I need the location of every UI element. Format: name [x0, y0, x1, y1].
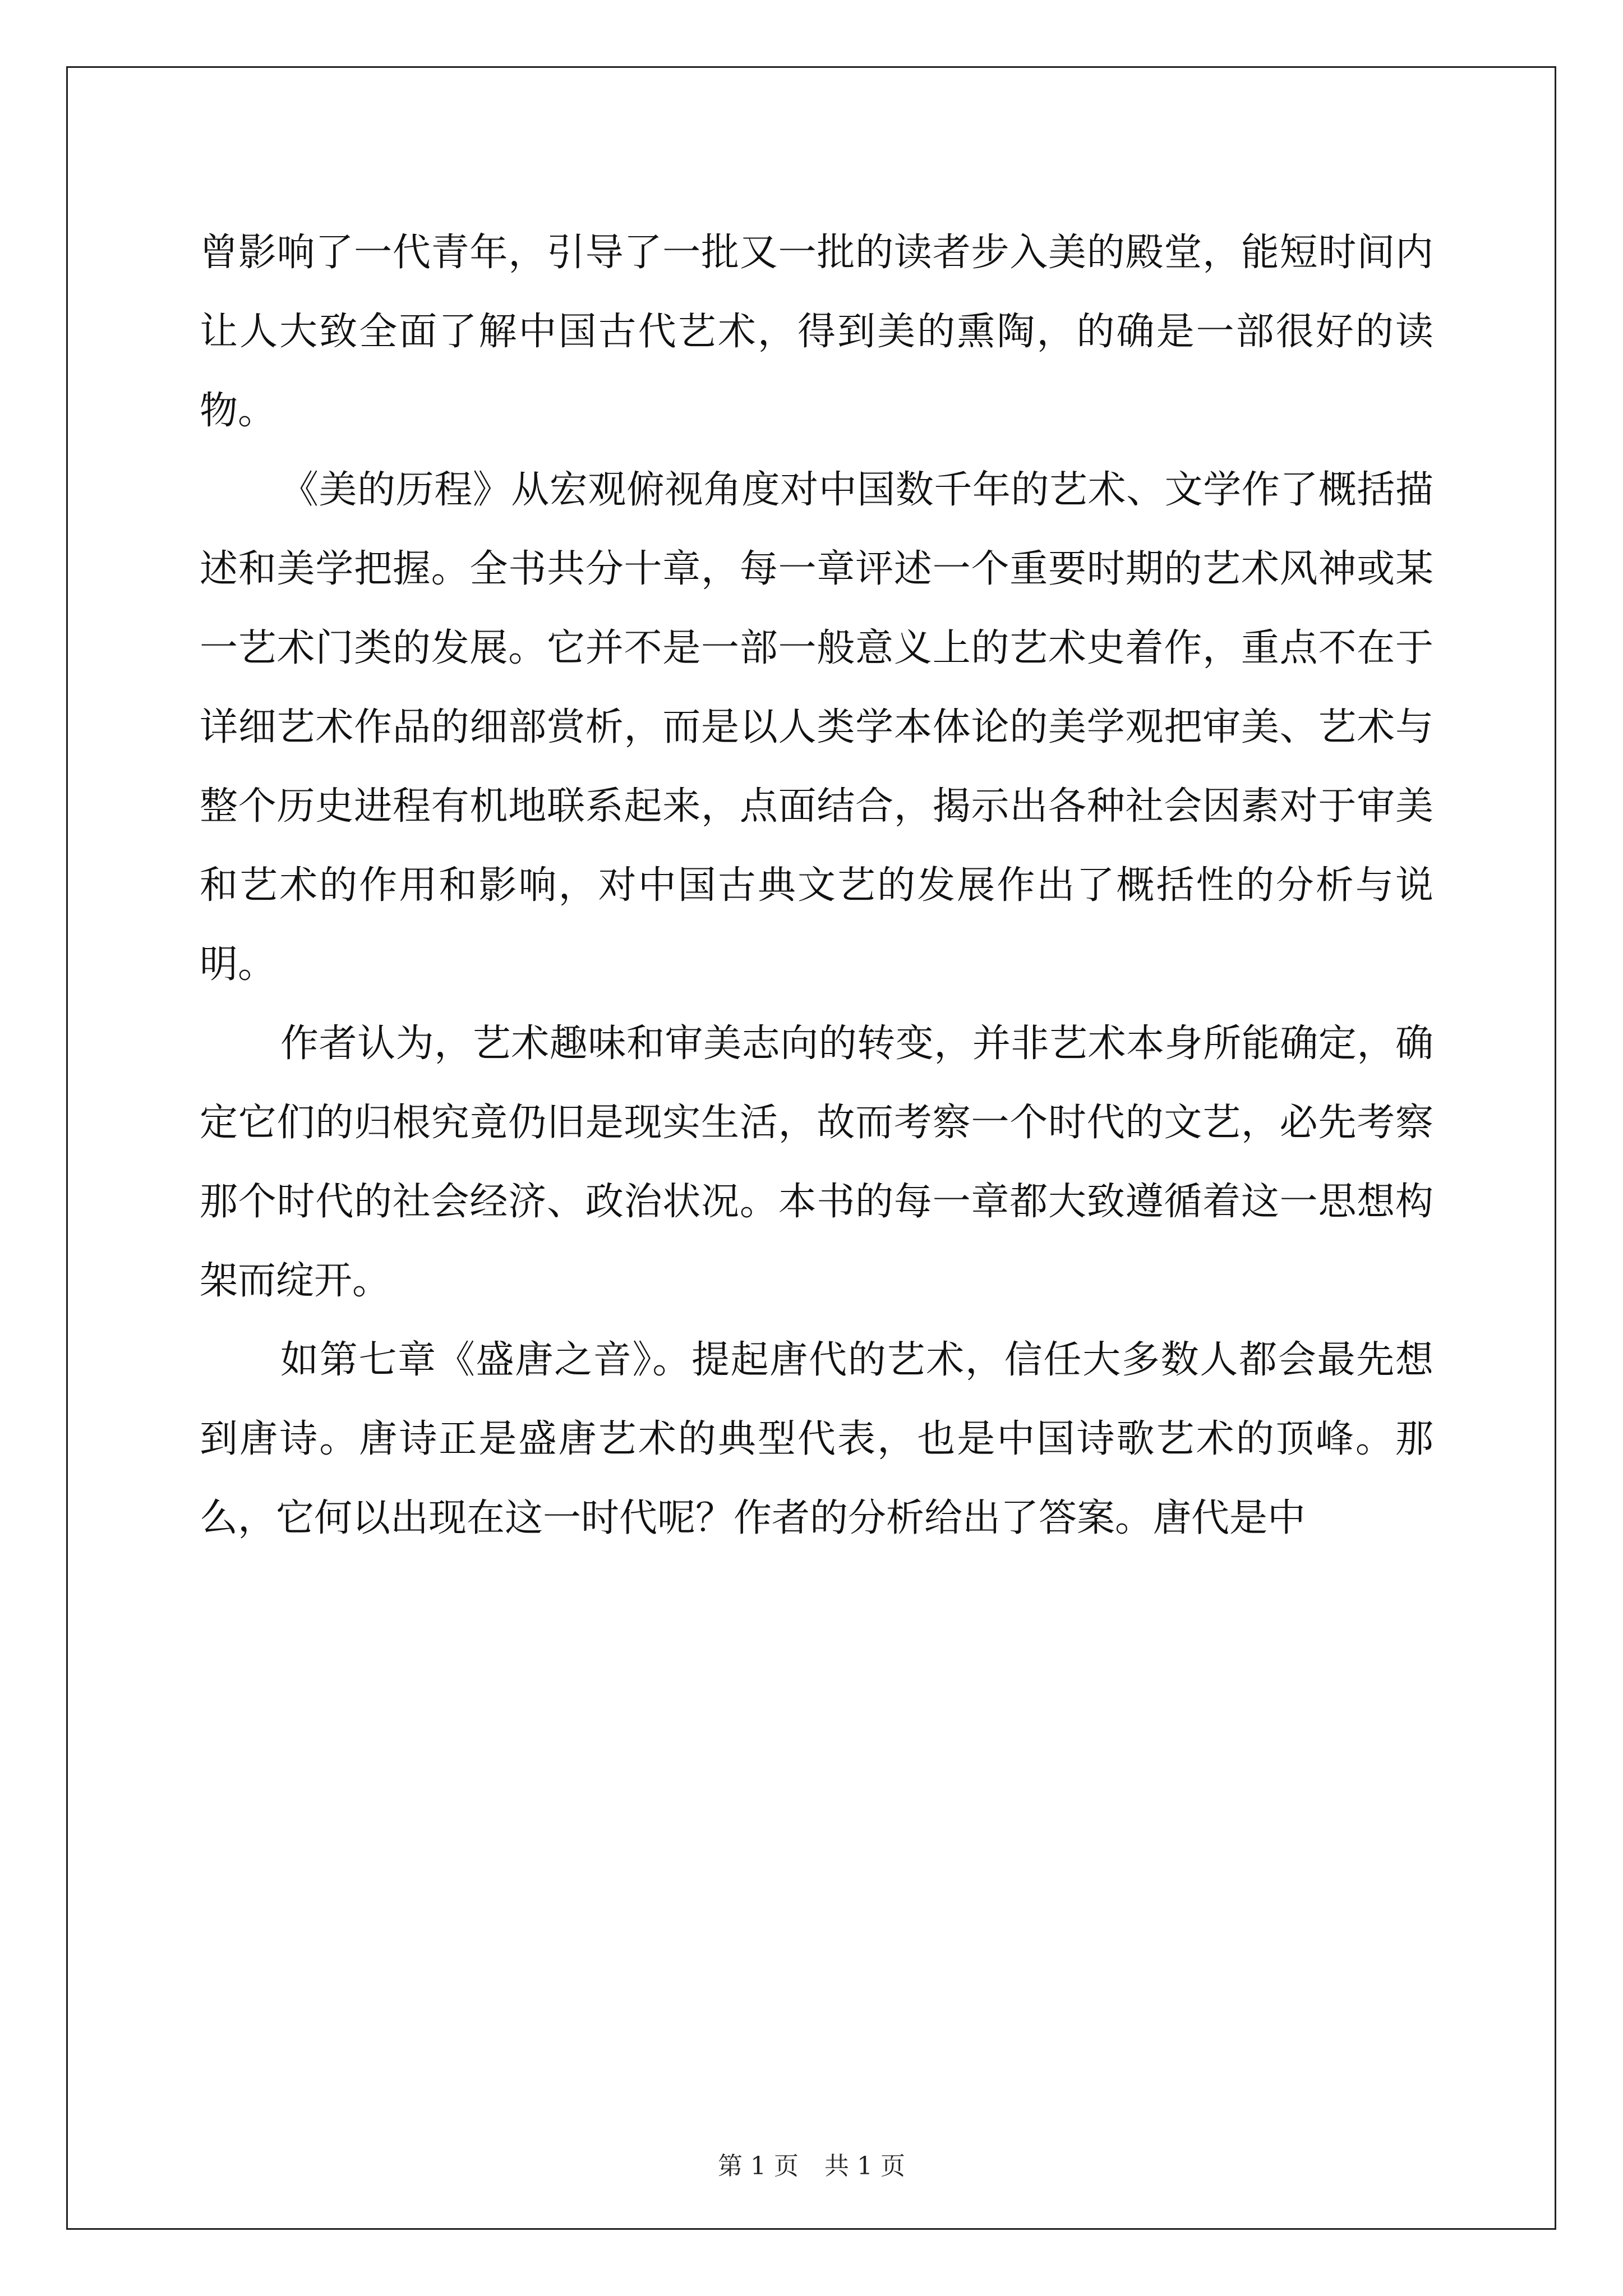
page-footer: [0, 2150, 1623, 2183]
paragraph-1: 曾影响了一代青年，引导了一批又一批的读者步入美的殿堂，能短时间内让人大致全面了解中国古代艺术，得到美的熏陶，的确是一部很好的读物。: [200, 231, 1433, 433]
paragraph-3: 作者认为，艺术趣味和审美志向的转变，并非艺术本身所能确定，确定它们的归根究竟仍旧是现实生活，故而考察一个时代的文艺，必先考察那个时代的社会经济、政治状况。本书的每一章都大致遵循着这一思想构架而绽开。: [200, 1022, 1433, 1303]
page-number: 第 1 页: [718, 2152, 799, 2180]
page-total: 共 1 页: [824, 2152, 905, 2180]
document-body: [200, 213, 1433, 1558]
paragraph-4: 如第七章《盛唐之音》。提起唐代的艺术，信任大多数人都会最先想到唐诗。唐诗正是盛唐艺术的典型代表，也是中国诗歌艺术的顶峰。那么，它何以出现在这一时代呢？作者的分析给出了答案。唐代是中: [200, 1338, 1433, 1540]
paragraph-2: 《美的历程》从宏观俯视角度对中国数千年的艺术、文学作了概括描述和美学把握。全书共分十章，每一章评述一个重要时期的艺术风神或某一艺术门类的发展。它并不是一部一般意义上的艺术史着作，重点不在于详细艺术作品的细部赏析，而是以人类学本体论的美学观把审美、艺术与整个历史进程有机地联系起来，点面结合，揭示出各种社会因素对于审美和艺术的作用和影响，对中国古典文艺的发展作出了概括性的分析与说明。: [200, 468, 1433, 987]
